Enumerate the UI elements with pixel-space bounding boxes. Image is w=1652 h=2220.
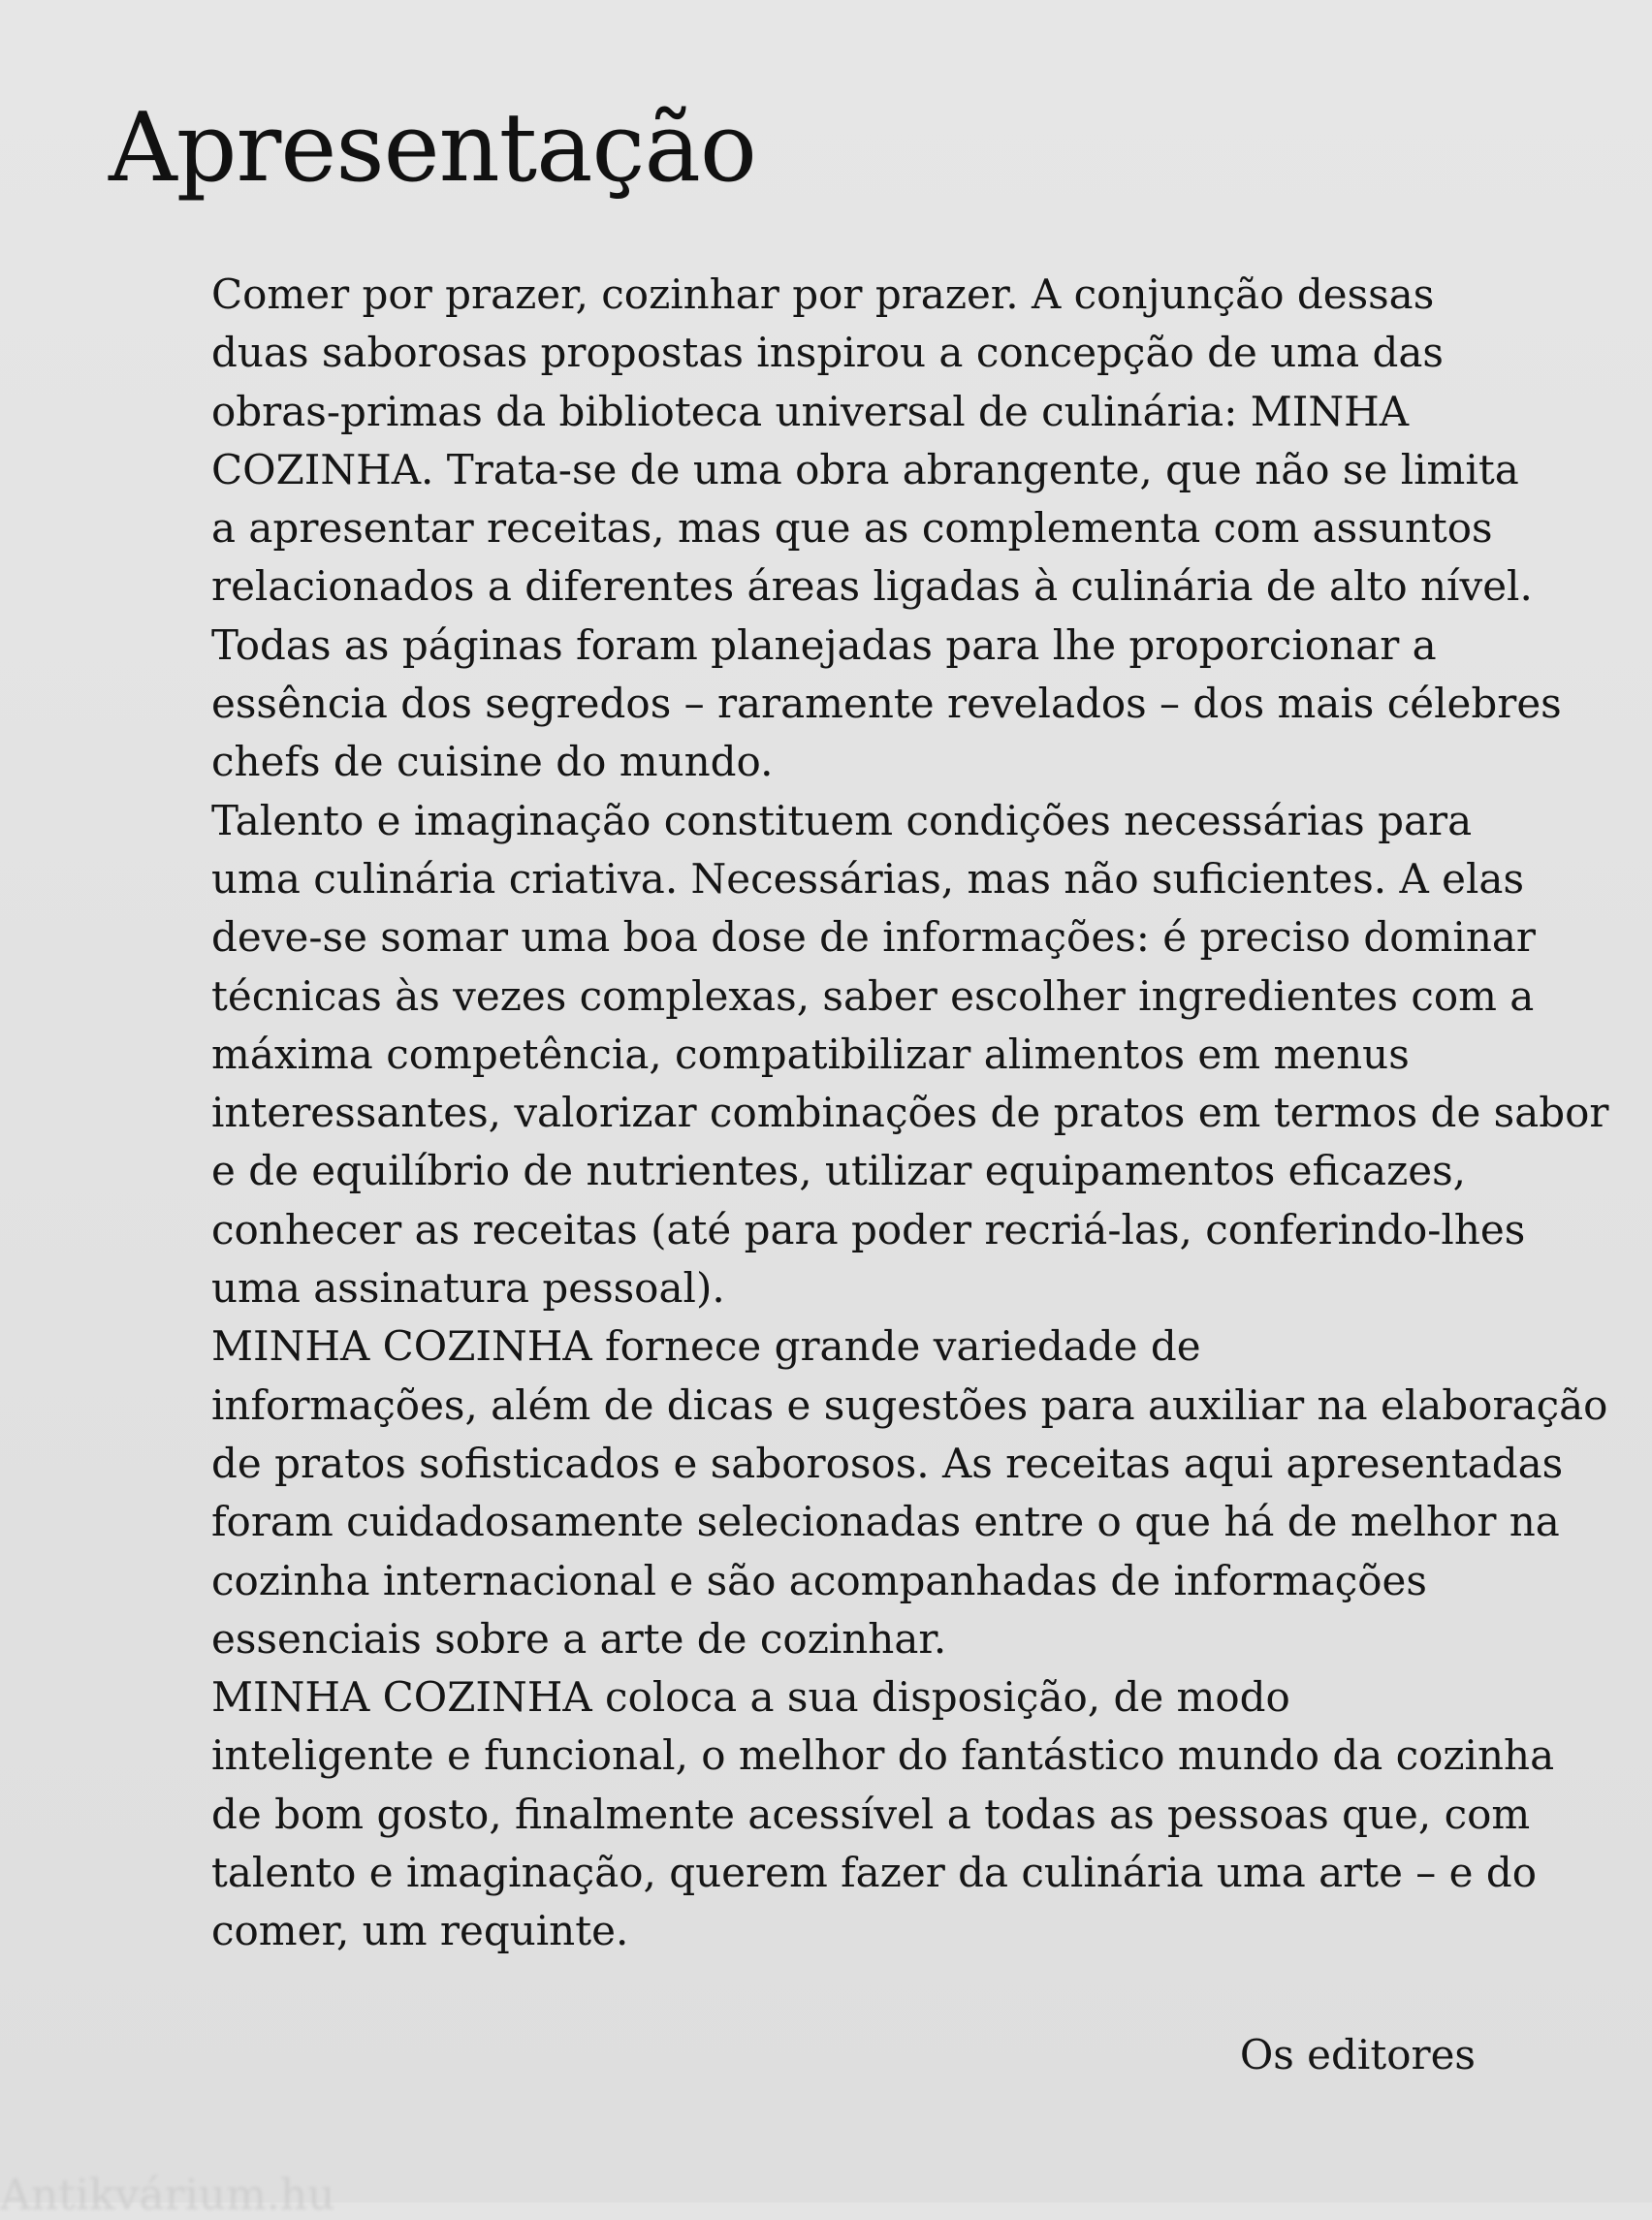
text-line: talento e imaginação, querem fazer da culinária uma arte – e do	[211, 1849, 1538, 1897]
signature: Os editores	[1239, 2031, 1476, 2078]
text-line: MINHA COZINHA fornece grande variedade de	[211, 1322, 1201, 1371]
watermark: Antikvárium.hu	[0, 2171, 335, 2220]
paragraph	[105, 266, 1562, 792]
text-line: comer, um requinte.	[211, 1907, 629, 1955]
text-line: de pratos sofisticados e saborosos. As receitas aqui apresentadas	[211, 1439, 1564, 1487]
text-line: Comer por prazer, cozinhar por prazer. A conjunção dessas	[211, 270, 1435, 318]
paragraph	[105, 1668, 1555, 1960]
text-line: relacionados a diferentes áreas ligadas à culinária de alto nível.	[211, 562, 1533, 611]
text-line: MINHA COZINHA coloca a sua disposição, de modo	[211, 1673, 1290, 1722]
text-line: Todas as páginas foram planejadas para lhe proporcionar a	[211, 620, 1437, 669]
page-title: Apresentação	[109, 93, 756, 204]
text-line: informações, além de dicas e sugestões para auxiliar na elaboração	[211, 1380, 1608, 1429]
text-line: cozinha internacional e são acompanhadas de informações	[211, 1556, 1427, 1604]
text-line: uma assinatura pessoal).	[211, 1264, 725, 1313]
paragraph	[105, 792, 1609, 1318]
text-line: técnicas às vezes complexas, saber escolher ingredientes com a	[211, 971, 1535, 1020]
text-line: essência dos segredos – raramente revelados – dos mais célebres	[211, 680, 1562, 728]
text-line: chefs de cuisine do mundo.	[211, 738, 774, 786]
text-line: a apresentar receitas, mas que as complementa com assuntos	[211, 504, 1493, 553]
text-line: duas saborosas propostas inspirou a concepção de uma das	[211, 329, 1444, 377]
text-line: Talento e imaginação constituem condições necessárias para	[211, 796, 1473, 844]
text-line: essenciais sobre a arte de cozinhar.	[211, 1614, 947, 1663]
text-line: COZINHA. Trata-se de uma obra abrangente, que não se limita	[211, 445, 1519, 493]
text-line: uma culinária criativa. Necessárias, mas não suficientes. A elas	[211, 854, 1525, 903]
text-line: deve-se somar uma boa dose de informações: é preciso dominar	[211, 913, 1537, 962]
text-line: obras-primas da biblioteca universal de culinária: MINHA	[211, 387, 1410, 435]
text-line: conhecer as receitas (até para poder recriá-las, conferindo-lhes	[211, 1205, 1526, 1253]
text-line: inteligente e funcional, o melhor do fantástico mundo da cozinha	[211, 1731, 1555, 1780]
presentation-text	[105, 266, 1609, 1961]
text-line: máxima competência, compatibilizar alimentos em menus	[211, 1030, 1410, 1078]
text-line: interessantes, valorizar combinações de pratos em termos de sabor	[211, 1089, 1609, 1137]
text-line: de bom gosto, finalmente acessível a todas as pessoas que, com	[211, 1790, 1531, 1838]
paragraph	[105, 1317, 1608, 1668]
text-line: foram cuidadosamente selecionadas entre o que há de melhor na	[211, 1498, 1560, 1546]
text-line: e de equilíbrio de nutrientes, utilizar equipamentos eficazes,	[211, 1147, 1466, 1195]
